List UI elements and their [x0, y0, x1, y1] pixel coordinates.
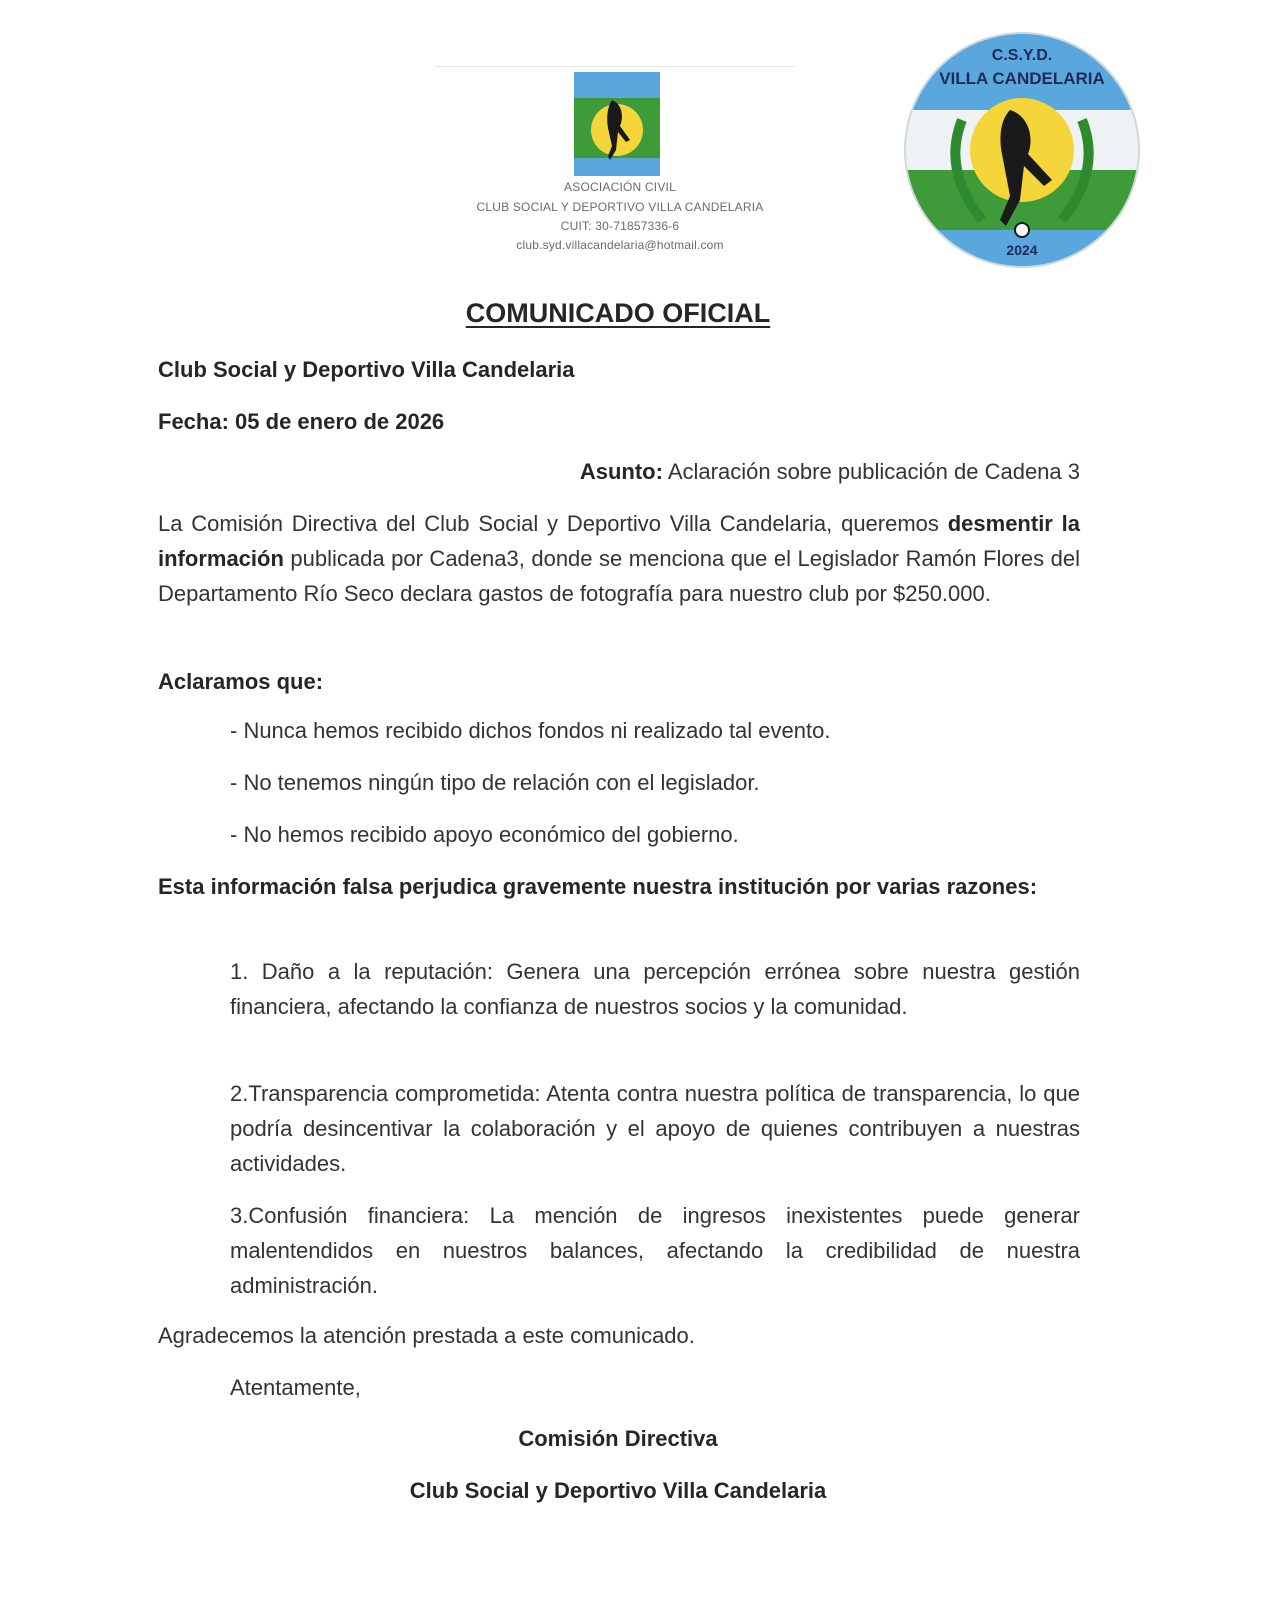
date-line: [158, 404, 1080, 439]
subject-value: Aclaración sobre publicación de Cadena 3: [667, 459, 1080, 484]
subject-line: [158, 454, 1080, 489]
intro-paragraph: [158, 506, 1080, 611]
signature-club: Club Social y Deportivo Villa Candelaria: [409, 1478, 827, 1503]
org-type: ASOCIACIÓN CIVIL: [564, 180, 676, 194]
subject-label: Asunto:: [579, 459, 663, 484]
club-shield-logo: [572, 70, 662, 180]
intro-text-1: La Comisión Directiva del Club Social y Deportivo Villa Candelaria, queremos: [158, 511, 948, 536]
clarification-item: - No tenemos ningún tipo de relación con el legislador.: [230, 770, 760, 795]
date-label: Fecha:: [158, 409, 229, 434]
badge-line1: C.S.Y.D.: [991, 47, 1053, 64]
harm-heading: Esta información falsa perjudica gravemente nuestra institución por varias razones:: [158, 874, 1038, 899]
closing-line: Atentamente,: [230, 1375, 361, 1400]
club-round-badge: [902, 30, 1142, 270]
badge-year: 2024: [1006, 242, 1038, 258]
clarification-item: - Nunca hemos recibido dichos fondos ni realizado tal evento.: [230, 718, 831, 743]
date-value: 05 de enero de 2026: [235, 409, 445, 434]
clarification-item: - No hemos recibido apoyo económico del gobierno.: [230, 822, 739, 847]
reason-item: 1. Daño a la reputación: Genera una percepción errónea sobre nuestra gestión financiera, afectando la confianza de nuestros socios y la comunidad.: [230, 959, 1080, 1019]
signature-commission: Comisión Directiva: [518, 1426, 718, 1451]
header-rule: [435, 66, 795, 67]
reason-item: 2.Transparencia comprometida: Atenta contra nuestra política de transparencia, lo que podría desincentivar la colaboración y el apoyo de quienes contribuyen a nuestras actividades.: [230, 1081, 1080, 1176]
badge-line2: VILLA CANDELARIA: [939, 69, 1105, 88]
clarify-heading: Aclaramos que:: [158, 669, 324, 694]
club-name: Club Social y Deportivo Villa Candelaria: [158, 357, 575, 382]
intro-bold: desmentir la información: [158, 511, 1081, 571]
org-name: CLUB SOCIAL Y DEPORTIVO VILLA CANDELARIA: [476, 200, 764, 214]
org-cuit: CUIT: 30-71857336-6: [560, 219, 680, 233]
thanks-line: Agradecemos la atención prestada a este comunicado.: [158, 1323, 695, 1348]
intro-text-2: publicada por Cadena3, donde se menciona que el Legislador Ramón Flores del Departamento Río Seco declara gastos de fotografía para nuestro club por $250.000.: [158, 546, 1080, 606]
reason-item: 3.Confusión financiera: La mención de ingresos inexistentes puede generar malentendidos en nuestros balances, afectando la credibilidad de nuestra administración.: [230, 1203, 1080, 1298]
document-title: COMUNICADO OFICIAL: [465, 298, 771, 328]
org-email[interactable]: club.syd.villacandelaria@hotmail.com: [516, 238, 724, 252]
